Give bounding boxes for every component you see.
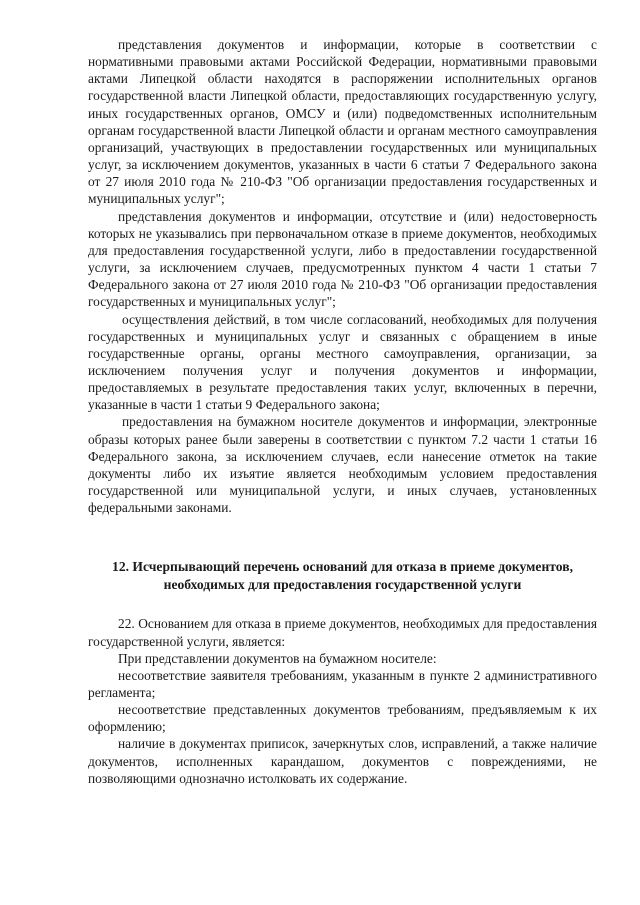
list-item-corrections: наличие в документах приписок, зачеркнутых слов, исправлений, а также наличие документов, исполненных карандашом, документов с повреждениями, не позволяющими однозначно истолковать их содержание. bbox=[88, 736, 597, 786]
paragraph-documents-in-possession: представления документов и информации, которые в соответствии с нормативными правовыми актами Российской Федерации, нормативными правовыми актами Липецкой области находятся в распоряжении исполнительных органов государственной власти Липецкой области, предоставляющих государственную услугу, иных государственных органов, ОМСУ и (или) подведомственных исполнительным органам государственной власти Липецкой области и органам местного самоуправления организаций, участвующих в предоставлении государственных или муниципальных услуг, за исключением документов, указанных в части 6 статьи 7 Федерального закона от 27 июля 2010 года № 210-ФЗ "Об организации предоставления государственных и муниципальных услуг"; bbox=[88, 37, 597, 207]
paragraph-documents-not-indicated: представления документов и информации, отсутствие и (или) недостоверность которых не указывались при первоначальном отказе в приеме документов, необходимых для предоставления государственной услуги, либо в предоставлении государственной услуги, за исключением случаев, предусмотренных пунктом 4 части 1 статьи 7 Федерального закона от 27 июля 2010 года № 210-ФЗ "Об организации предоставления государственных и муниципальных услуг"; bbox=[88, 208, 597, 310]
paragraph-grounds-for-refusal: 22. Основанием для отказа в приеме документов, необходимых для предоставления государственной услуги, является: bbox=[88, 616, 597, 649]
paragraph-actions-approvals: осуществления действий, в том числе согласований, необходимых для получения государственных и муниципальных услуг и связанных с обращением в иные государственные органы, органы местного самоуправления, организации, за исключением получения услуг и получения документов и информации, предоставляемых в результате предоставления таких услуг, включенных в перечни, указанные в части 1 статьи 9 Федерального закона; bbox=[88, 311, 597, 413]
document-page bbox=[88, 36, 597, 787]
section-heading: 12. Исчерпывающий перечень оснований для отказа в приеме документов, необходимых для предоставления государственной услуги bbox=[112, 559, 573, 592]
paragraph-paper-submission: При представлении документов на бумажном носителе: bbox=[118, 650, 437, 666]
list-item-format-mismatch: несоответствие представленных документов требованиям, предъявляемым к их оформлению; bbox=[88, 702, 597, 735]
list-item-applicant-mismatch: несоответствие заявителя требованиям, указанным в пункте 2 административного регламента; bbox=[88, 667, 597, 700]
section-gap bbox=[88, 593, 597, 615]
paragraph-paper-documents: предоставления на бумажном носителе документов и информации, электронные образы которых ранее были заверены в соответствии с пунктом 7.2 части 1 статьи 16 Федерального закона, за исключением случаев, если нанесение отметок на такие документы либо их изъятие является необходимым условием предоставления государственной или муниципальной услуги, и иных случаев, установленных федеральными законами. bbox=[88, 414, 597, 516]
